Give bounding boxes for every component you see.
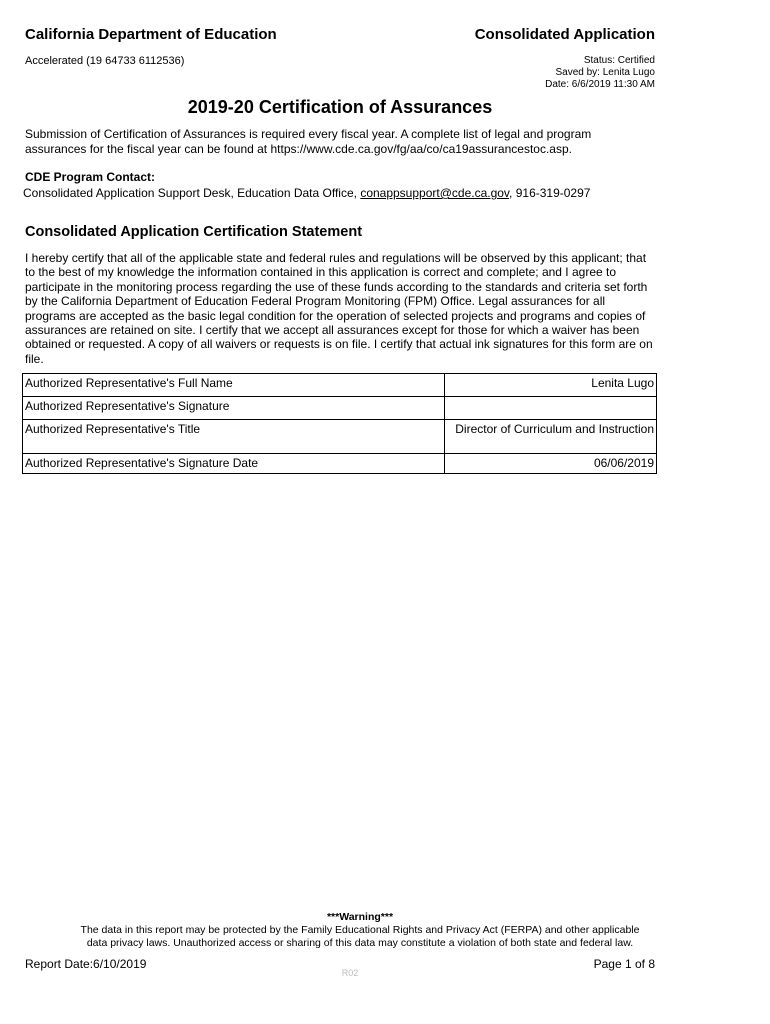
signature-label: Authorized Representative's Signature bbox=[23, 397, 445, 420]
signature-table bbox=[22, 373, 657, 474]
contact-heading: CDE Program Contact: bbox=[25, 170, 156, 184]
signature-value bbox=[445, 397, 657, 420]
title-value: Director of Curriculum and Instruction bbox=[445, 420, 657, 454]
report-date: Report Date:6/10/2019 bbox=[25, 957, 147, 971]
organization-name: California Department of Education bbox=[25, 26, 277, 43]
application-name: Consolidated Application bbox=[474, 26, 655, 43]
title-label: Authorized Representative's Title bbox=[23, 420, 445, 454]
status-block bbox=[545, 55, 655, 91]
signature-date-value: 06/06/2019 bbox=[445, 454, 657, 474]
lea-name: Accelerated (19 64733 6112536) bbox=[25, 55, 185, 67]
table-row bbox=[23, 397, 657, 420]
contact-line bbox=[23, 186, 590, 200]
table-row bbox=[23, 420, 657, 454]
intro-paragraph: Submission of Certification of Assurances is required every fiscal year. A complete list of legal and program assurances for the fiscal year can be found at https://www.cde.ca.gov/fg/aa/co/ca19assurancestoc.asp. bbox=[25, 127, 592, 156]
contact-email-link[interactable]: conappsupport@cde.ca.gov bbox=[360, 186, 510, 200]
certification-statement: I hereby certify that all of the applicable state and federal rules and regulations will be observed by this applicant; that to the best of my knowledge the information contained in this application is correct and complete; and I agree to participate in the monitoring process regarding the use of these funds according to the standards and criteria set forth by the California Department of Education Federal Program Monitoring (FPM) Office. Legal assurances for all programs are accepted as the basic legal condition for the operation of selected projects and programs and copies of assurances are retained on site. I certify that we accept all assurances except for those for which a waiver has been obtained or requested. A copy of all waivers or requests is on file. I certify that actual ink signatures for this form are on file. bbox=[25, 251, 653, 366]
ferpa-warning bbox=[70, 911, 650, 950]
warning-text: The data in this report may be protected by the Family Educational Rights and Privacy Act (FERPA) and other applicable data privacy laws. Unauthorized access or sharing of this data may constitute a violation of both state and federal law. bbox=[80, 924, 640, 949]
warning-title: ***Warning*** bbox=[326, 911, 394, 923]
full-name-value: Lenita Lugo bbox=[445, 374, 657, 397]
revision-code: R02 bbox=[341, 968, 359, 978]
contact-phone: , 916-319-0297 bbox=[509, 186, 591, 200]
status-text: Status: Certified bbox=[583, 55, 655, 66]
contact-prefix: Consolidated Application Support Desk, Education Data Office, bbox=[23, 186, 361, 200]
full-name-label: Authorized Representative's Full Name bbox=[23, 374, 445, 397]
saved-date-text: Date: 6/6/2019 11:30 AM bbox=[545, 79, 655, 90]
document-title: 2019-20 Certification of Assurances bbox=[187, 97, 493, 117]
signature-date-label: Authorized Representative's Signature Date bbox=[23, 454, 445, 474]
certification-heading: Consolidated Application Certification Statement bbox=[25, 224, 363, 240]
table-row bbox=[23, 374, 657, 397]
saved-by-text: Saved by: Lenita Lugo bbox=[555, 67, 655, 78]
table-row bbox=[23, 454, 657, 474]
page-number: Page 1 of 8 bbox=[593, 957, 655, 971]
